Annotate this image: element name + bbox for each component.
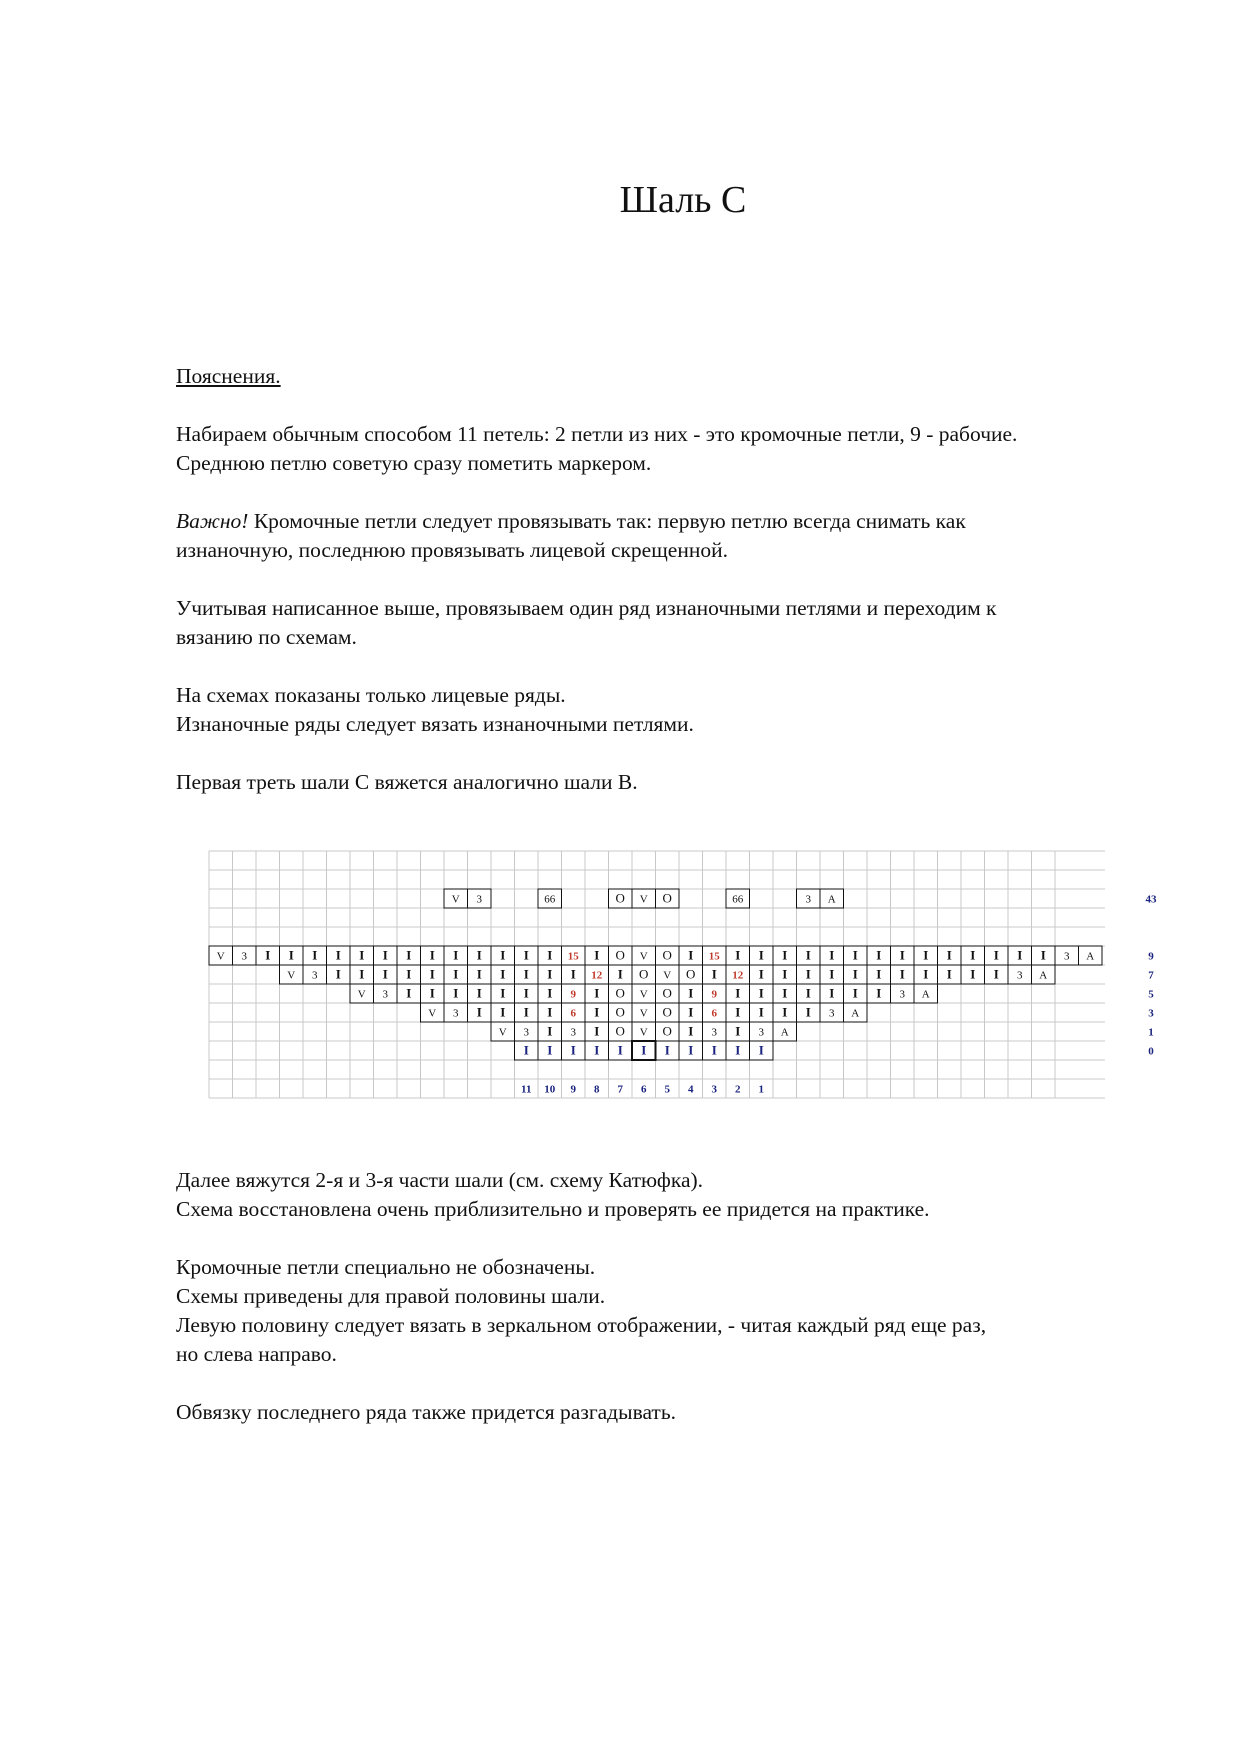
chart-symbol: I bbox=[500, 966, 506, 982]
chart-symbol: I bbox=[688, 1004, 694, 1020]
chart-symbol: 3 bbox=[805, 893, 811, 906]
chart-symbol: I bbox=[476, 966, 482, 982]
chart-symbol: 15 bbox=[567, 950, 579, 963]
chart-symbol: I bbox=[829, 985, 835, 1001]
chart-symbol: O bbox=[662, 890, 672, 906]
chart-symbol: I bbox=[523, 947, 529, 963]
important-emphasis: Важно! bbox=[176, 509, 249, 533]
chart-symbol: 3 bbox=[899, 988, 905, 1001]
chart-symbol: 9 bbox=[711, 988, 717, 1001]
chart-symbol: I bbox=[335, 947, 341, 963]
stitch-number: 11 bbox=[521, 1083, 532, 1096]
chart-symbol: V bbox=[639, 893, 648, 906]
chart-symbol: O bbox=[615, 1023, 625, 1039]
chart-symbol: I bbox=[594, 1023, 600, 1039]
knitting-chart bbox=[176, 818, 1171, 1158]
chart-symbol: A bbox=[851, 1007, 860, 1020]
row-label: 0 bbox=[1148, 1045, 1154, 1058]
chart-symbol: I bbox=[735, 985, 741, 1001]
paragraph-first-third bbox=[176, 768, 1176, 797]
row-label: 5 bbox=[1148, 988, 1154, 1001]
chart-symbol: 3 bbox=[1064, 950, 1070, 963]
chart-symbol: I bbox=[476, 985, 482, 1001]
chart-symbol: A bbox=[1086, 950, 1095, 963]
paragraph-line: Первая треть шали С вяжется аналогично шали В. bbox=[176, 770, 638, 794]
chart-symbol: V bbox=[639, 1007, 648, 1020]
chart-symbol: I bbox=[805, 947, 811, 963]
chart-symbol: I bbox=[335, 966, 341, 982]
chart-symbol: I bbox=[453, 985, 459, 1001]
chart-symbol: I bbox=[735, 947, 741, 963]
stitch-number: 10 bbox=[544, 1083, 556, 1096]
chart-symbol: 3 bbox=[453, 1007, 459, 1020]
chart-symbol: I bbox=[758, 985, 764, 1001]
chart-symbol: I bbox=[758, 1004, 764, 1020]
chart-symbol: I bbox=[476, 1004, 482, 1020]
chart-symbol: O bbox=[686, 966, 696, 982]
chart-symbol: I bbox=[852, 985, 858, 1001]
paragraph-line: но слева направо. bbox=[176, 1342, 337, 1366]
chart-symbol: I bbox=[758, 947, 764, 963]
chart-symbol: I bbox=[406, 985, 412, 1001]
chart-symbol: V bbox=[428, 1007, 437, 1020]
chart-symbol: I bbox=[594, 1004, 600, 1020]
stitch-number: 3 bbox=[711, 1083, 717, 1096]
chart-symbol: I bbox=[547, 1023, 553, 1039]
chart-symbol: O bbox=[662, 985, 672, 1001]
chart-symbol: 3 bbox=[476, 893, 482, 906]
chart-symbol: I bbox=[758, 966, 764, 982]
chart-symbol: I bbox=[735, 1004, 741, 1020]
chart-symbol: I bbox=[547, 1042, 553, 1058]
chart-symbol: I bbox=[359, 947, 365, 963]
chart-symbol: I bbox=[782, 985, 788, 1001]
chart-symbol: I bbox=[1017, 947, 1023, 963]
chart-symbol: I bbox=[382, 947, 388, 963]
chart-symbol: I bbox=[852, 966, 858, 982]
chart-symbol: V bbox=[639, 950, 648, 963]
chart-symbol: I bbox=[523, 966, 529, 982]
chart-symbol: 3 bbox=[711, 1026, 717, 1039]
chart-symbol: I bbox=[359, 966, 365, 982]
chart-symbol: 3 bbox=[312, 969, 318, 982]
paragraph-edge-stitches bbox=[176, 1253, 1176, 1369]
chart-symbol: I bbox=[429, 966, 435, 982]
chart-symbol: I bbox=[970, 966, 976, 982]
stitch-number: 4 bbox=[688, 1083, 694, 1096]
paragraph-last-row bbox=[176, 1398, 1176, 1427]
chart-symbol: I bbox=[594, 947, 600, 963]
chart-symbol: 3 bbox=[758, 1026, 764, 1039]
paragraph-line: Среднюю петлю советую сразу пометить маркером. bbox=[176, 451, 652, 475]
chart-symbol: I bbox=[453, 947, 459, 963]
chart-symbol: I bbox=[782, 1004, 788, 1020]
chart-symbol: I bbox=[688, 947, 694, 963]
chart-symbol: 3 bbox=[523, 1026, 529, 1039]
chart-symbol: I bbox=[1040, 947, 1046, 963]
heading-text: Пояснения. bbox=[176, 364, 281, 388]
chart-symbol: I bbox=[758, 1042, 764, 1058]
chart-symbol: I bbox=[547, 1004, 553, 1020]
paragraph-line: Схемы приведены для правой половины шали. bbox=[176, 1284, 606, 1308]
chart-symbol: V bbox=[216, 950, 225, 963]
chart-symbol: I bbox=[782, 947, 788, 963]
paragraph-line: Далее вяжутся 2-я и 3-я части шали (см. схему Катюфка). bbox=[176, 1168, 704, 1192]
chart-symbol: 15 bbox=[708, 950, 720, 963]
chart-symbol: I bbox=[453, 966, 459, 982]
chart-symbol: I bbox=[594, 985, 600, 1001]
chart-symbol: I bbox=[923, 947, 929, 963]
chart-symbol: V bbox=[639, 988, 648, 1001]
paragraph-line: Левую половину следует вязать в зеркальном отображении, - читая каждый ряд еще раз, bbox=[176, 1313, 987, 1337]
chart-symbol: 12 bbox=[732, 969, 744, 982]
chart-symbol: I bbox=[429, 985, 435, 1001]
paragraph-cast-on bbox=[176, 420, 1176, 478]
chart-symbol: O bbox=[615, 947, 625, 963]
chart-symbol: I bbox=[829, 947, 835, 963]
chart-symbol: I bbox=[570, 966, 576, 982]
stitch-number: 9 bbox=[570, 1083, 576, 1096]
chart-symbol: V bbox=[357, 988, 366, 1001]
chart-symbol: I bbox=[523, 985, 529, 1001]
chart-symbol: 6 bbox=[711, 1007, 717, 1020]
chart-symbol: I bbox=[382, 966, 388, 982]
chart-symbol: I bbox=[617, 1042, 623, 1058]
chart-symbol: O bbox=[639, 966, 649, 982]
chart-symbol: I bbox=[688, 1023, 694, 1039]
chart-symbol: I bbox=[711, 966, 717, 982]
chart-symbol: I bbox=[617, 966, 623, 982]
chart-symbol: I bbox=[265, 947, 271, 963]
chart-symbol: I bbox=[429, 947, 435, 963]
explanations-heading bbox=[176, 362, 1176, 391]
chart-symbol: 66 bbox=[544, 893, 556, 906]
chart-symbol: 3 bbox=[241, 950, 247, 963]
chart-symbol: I bbox=[735, 1023, 741, 1039]
chart-symbol: I bbox=[829, 966, 835, 982]
chart-symbol: O bbox=[615, 1004, 625, 1020]
chart-symbol: V bbox=[639, 1026, 648, 1039]
chart-symbol: 3 bbox=[382, 988, 388, 1001]
chart-symbol: I bbox=[641, 1042, 647, 1058]
chart-symbol: I bbox=[570, 1042, 576, 1058]
chart-symbol: V bbox=[498, 1026, 507, 1039]
chart-symbol: 12 bbox=[591, 969, 603, 982]
paragraph-line: Кромочные петли специально не обозначены. bbox=[176, 1255, 596, 1279]
chart-symbol: 9 bbox=[570, 988, 576, 1001]
paragraph-line: изнаночную, последнюю провязывать лицевой скрещенной. bbox=[176, 538, 728, 562]
chart-symbol: I bbox=[688, 985, 694, 1001]
row-label: 3 bbox=[1148, 1007, 1154, 1020]
chart-symbol: O bbox=[662, 1023, 672, 1039]
chart-symbol: I bbox=[805, 985, 811, 1001]
chart-symbol: I bbox=[899, 966, 905, 982]
chart-symbol: O bbox=[662, 947, 672, 963]
chart-symbol: I bbox=[970, 947, 976, 963]
chart-symbol: I bbox=[406, 947, 412, 963]
document-title: Шаль С bbox=[619, 179, 747, 221]
chart-symbol: I bbox=[876, 985, 882, 1001]
chart-symbol: 3 bbox=[570, 1026, 576, 1039]
chart-symbol: I bbox=[876, 966, 882, 982]
paragraph-important bbox=[176, 507, 1176, 565]
chart-symbol: I bbox=[500, 947, 506, 963]
chart-symbol: I bbox=[711, 1042, 717, 1058]
chart-symbol: I bbox=[406, 966, 412, 982]
chart-symbol: I bbox=[288, 947, 294, 963]
chart-symbol: 3 bbox=[1017, 969, 1023, 982]
chart-symbol: I bbox=[500, 985, 506, 1001]
row-label: 1 bbox=[1148, 1026, 1154, 1039]
chart-symbol: I bbox=[523, 1042, 529, 1058]
paragraph-first-row bbox=[176, 594, 1176, 652]
chart-symbol: I bbox=[547, 947, 553, 963]
stitch-number: 7 bbox=[617, 1083, 623, 1096]
chart-symbol: V bbox=[451, 893, 460, 906]
chart-symbol: I bbox=[993, 947, 999, 963]
chart-symbol: V bbox=[287, 969, 296, 982]
stitch-number: 1 bbox=[758, 1083, 764, 1096]
row-label: 43 bbox=[1145, 893, 1157, 906]
paragraph-line: Учитывая написанное выше, провязываем один ряд изнаночными петлями и переходим к bbox=[176, 596, 997, 620]
row-label: 9 bbox=[1148, 950, 1154, 963]
stitch-number: 5 bbox=[664, 1083, 670, 1096]
chart-symbol: A bbox=[780, 1026, 789, 1039]
stitch-number: 6 bbox=[641, 1083, 647, 1096]
chart-symbol: I bbox=[946, 947, 952, 963]
paragraph-line: вязанию по схемам. bbox=[176, 625, 357, 649]
paragraph-next-parts bbox=[176, 1166, 1176, 1224]
chart-symbol: I bbox=[993, 966, 999, 982]
chart-symbol: I bbox=[899, 947, 905, 963]
chart-symbol: I bbox=[923, 966, 929, 982]
chart-symbol: I bbox=[523, 1004, 529, 1020]
important-text: Кромочные петли следует провязывать так: первую петлю всегда снимать как bbox=[248, 509, 966, 533]
chart-symbol: I bbox=[852, 947, 858, 963]
chart-symbol: I bbox=[805, 966, 811, 982]
chart-symbol: 66 bbox=[732, 893, 744, 906]
chart-symbol: I bbox=[500, 1004, 506, 1020]
paragraph-line: Схема восстановлена очень приблизительно и проверять ее придется на практике. bbox=[176, 1197, 930, 1221]
chart-symbol: I bbox=[688, 1042, 694, 1058]
chart-symbol: A bbox=[921, 988, 930, 1001]
paragraph-line bbox=[176, 507, 1176, 536]
row-label: 7 bbox=[1148, 969, 1154, 982]
chart-symbol: O bbox=[615, 985, 625, 1001]
chart-symbol: I bbox=[805, 1004, 811, 1020]
chart-symbol: I bbox=[547, 985, 553, 1001]
stitch-number: 2 bbox=[735, 1083, 741, 1096]
paragraph-line: Изнаночные ряды следует вязать изнаночными петлями. bbox=[176, 712, 694, 736]
chart-symbol: I bbox=[876, 947, 882, 963]
chart-symbol: I bbox=[476, 947, 482, 963]
chart-symbol: I bbox=[312, 947, 318, 963]
chart-symbol: I bbox=[946, 966, 952, 982]
chart-symbol: 6 bbox=[570, 1007, 576, 1020]
chart-symbol: I bbox=[594, 1042, 600, 1058]
chart-symbol: I bbox=[782, 966, 788, 982]
paragraph-schemes bbox=[176, 681, 1176, 739]
chart-symbol: V bbox=[663, 969, 672, 982]
chart-symbol: O bbox=[662, 1004, 672, 1020]
paragraph-line: Обвязку последнего ряда также придется разгадывать. bbox=[176, 1400, 677, 1424]
chart-symbol: I bbox=[664, 1042, 670, 1058]
chart-symbol: O bbox=[615, 890, 625, 906]
chart-symbol: I bbox=[735, 1042, 741, 1058]
paragraph-line: Набираем обычным способом 11 петель: 2 петли из них - это кромочные петли, 9 - рабочие. bbox=[176, 422, 1018, 446]
chart-symbol: 3 bbox=[829, 1007, 835, 1020]
stitch-number: 8 bbox=[594, 1083, 600, 1096]
chart-symbol: I bbox=[547, 966, 553, 982]
chart-symbol: A bbox=[827, 893, 836, 906]
chart-symbol: A bbox=[1039, 969, 1048, 982]
paragraph-line: На схемах показаны только лицевые ряды. bbox=[176, 683, 566, 707]
